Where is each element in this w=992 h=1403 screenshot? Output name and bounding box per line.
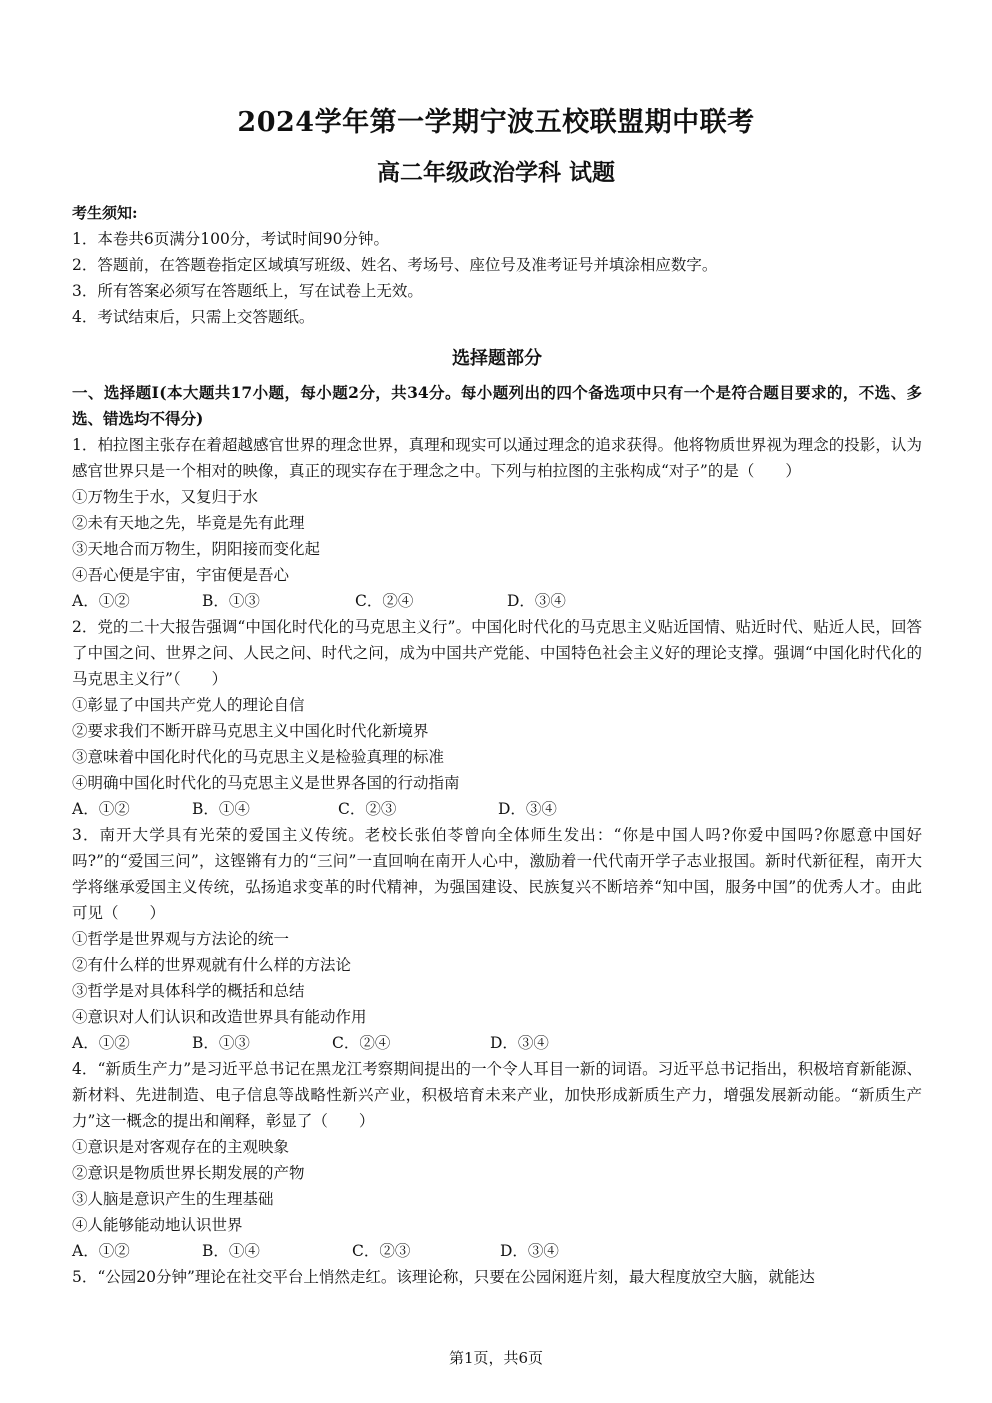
option-b: B．①③ <box>192 1034 250 1052</box>
option-c: C．②③ <box>352 1242 411 1260</box>
page-footer: 第1页，共6页 <box>448 1349 544 1367</box>
question-statement: ①彰显了中国共产党人的理论自信 <box>72 696 305 714</box>
option-d: D．③④ <box>490 1034 549 1052</box>
notice-heading: 考生须知: <box>72 204 138 222</box>
question-statement: ②要求我们不断开辟马克思主义中国化时代化新境界 <box>72 722 429 740</box>
question-statement: ③哲学是对具体科学的概括和总结 <box>72 982 305 1000</box>
option-a: A．①② <box>72 1242 130 1260</box>
answer-options <box>72 1030 922 1056</box>
answer-options <box>72 588 922 614</box>
question-statement: ③意味着中国化时代化的马克思主义是检验真理的标准 <box>72 748 445 766</box>
question-statement: ③天地合而万物生，阴阳接而变化起 <box>72 540 321 558</box>
question-statement: ④人能够能动地认识世界 <box>72 1216 243 1234</box>
question-statement: ①哲学是世界观与方法论的统一 <box>72 930 290 948</box>
question-statement: ④吾心便是宇宙，宇宙便是吾心 <box>72 566 290 584</box>
question-statement: ②有什么样的世界观就有什么样的方法论 <box>72 956 352 974</box>
question-statement: ④意识对人们认识和改造世界具有能动作用 <box>72 1008 367 1026</box>
option-a: A．①② <box>72 592 130 610</box>
notice-item: 4．考试结束后，只需上交答题纸。 <box>72 308 315 326</box>
part-instruction: 一、选择题Ⅰ(本大题共17小题，每小题2分，共34分。每小题列出的四个备选项中只有一个是符合题目要求的，不选、多选、错选均不得分) <box>72 383 922 428</box>
option-c: C．②④ <box>355 592 414 610</box>
question-statement: ②意识是物质世界长期发展的产物 <box>72 1164 305 1182</box>
question-stem: 1．柏拉图主张存在着超越感官世界的理念世界，真理和现实可以通过理念的追求获得。他将物质世界视为理念的投影，认为感官世界只是一个相对的映像，真正的现实存在于理念之中。下列与柏拉图的主张构成“对子”的是（ ） <box>72 436 922 480</box>
option-d: D．③④ <box>498 800 557 818</box>
option-a: A．①② <box>72 800 130 818</box>
question-statement: ①万物生于水，又复归于水 <box>72 488 259 506</box>
question-statement: ②未有天地之先，毕竟是先有此理 <box>72 514 305 532</box>
option-b: B．①④ <box>192 800 250 818</box>
option-c: C．②③ <box>338 800 397 818</box>
option-b: B．①③ <box>202 592 260 610</box>
notice-item: 3．所有答案必须写在答题纸上，写在试卷上无效。 <box>72 282 423 300</box>
section-title: 选择题部分 <box>452 348 542 369</box>
option-b: B．①④ <box>202 1242 260 1260</box>
exam-content <box>72 200 922 1290</box>
question-stem: 4．“新质生产力”是习近平总书记在黑龙江考察期间提出的一个令人耳目一新的词语。习近平总书记指出，积极培育新能源、新材料、先进制造、电子信息等战略性新兴产业，积极培育未来产业，加快形成新质生产力，增强发展新动能。“新质生产力”这一概念的提出和阐释，彰显了（ ） <box>72 1060 922 1130</box>
option-a: A．①② <box>72 1034 130 1052</box>
question-statement: ④明确中国化时代化的马克思主义是世界各国的行动指南 <box>72 774 460 792</box>
answer-options <box>72 796 922 822</box>
page-title: 2024学年第一学期宁波五校联盟期中联考 <box>237 107 755 138</box>
question-statement: ③人脑是意识产生的生理基础 <box>72 1190 274 1208</box>
question-stem: 5．“公园20分钟”理论在社交平台上悄然走红。该理论称，只要在公园闲逛片刻，最大程度放空大脑，就能达 <box>72 1268 815 1286</box>
notice-item: 1．本卷共6页满分100分，考试时间90分钟。 <box>72 230 390 248</box>
question-stem: 2．党的二十大报告强调“中国化时代化的马克思主义行”。中国化时代化的马克思主义贴近国情、贴近时代、贴近人民，回答了中国之问、世界之问、人民之问、时代之问，成为中国共产党能、中国特色社会主义好的理论支撑。强调“中国化时代化的马克思主义行”（ ） <box>72 618 922 688</box>
option-d: D．③④ <box>500 1242 559 1260</box>
answer-options <box>72 1238 922 1264</box>
page-subtitle: 高二年级政治学科 试题 <box>376 159 615 186</box>
notice-item: 2．答题前，在答题卷指定区域填写班级、姓名、考场号、座位号及准考证号并填涂相应数字。 <box>72 256 718 274</box>
option-d: D．③④ <box>507 592 566 610</box>
question-stem: 3．南开大学具有光荣的爱国主义传统。老校长张伯苓曾向全体师生发出：“你是中国人吗?你爱中国吗?你愿意中国好吗?”的“爱国三问”，这铿锵有力的“三问”一直回响在南开人心中，激励着一代代南开学子志业报国。新时代新征程，南开大学将继承爱国主义传统，弘扬追求变革的时代精神，为强国建设、民族复兴不断培养“知中国，服务中国”的优秀人才。由此可见（ ） <box>72 826 922 922</box>
question-statement: ①意识是对客观存在的主观映象 <box>72 1138 290 1156</box>
option-c: C．②④ <box>332 1034 391 1052</box>
